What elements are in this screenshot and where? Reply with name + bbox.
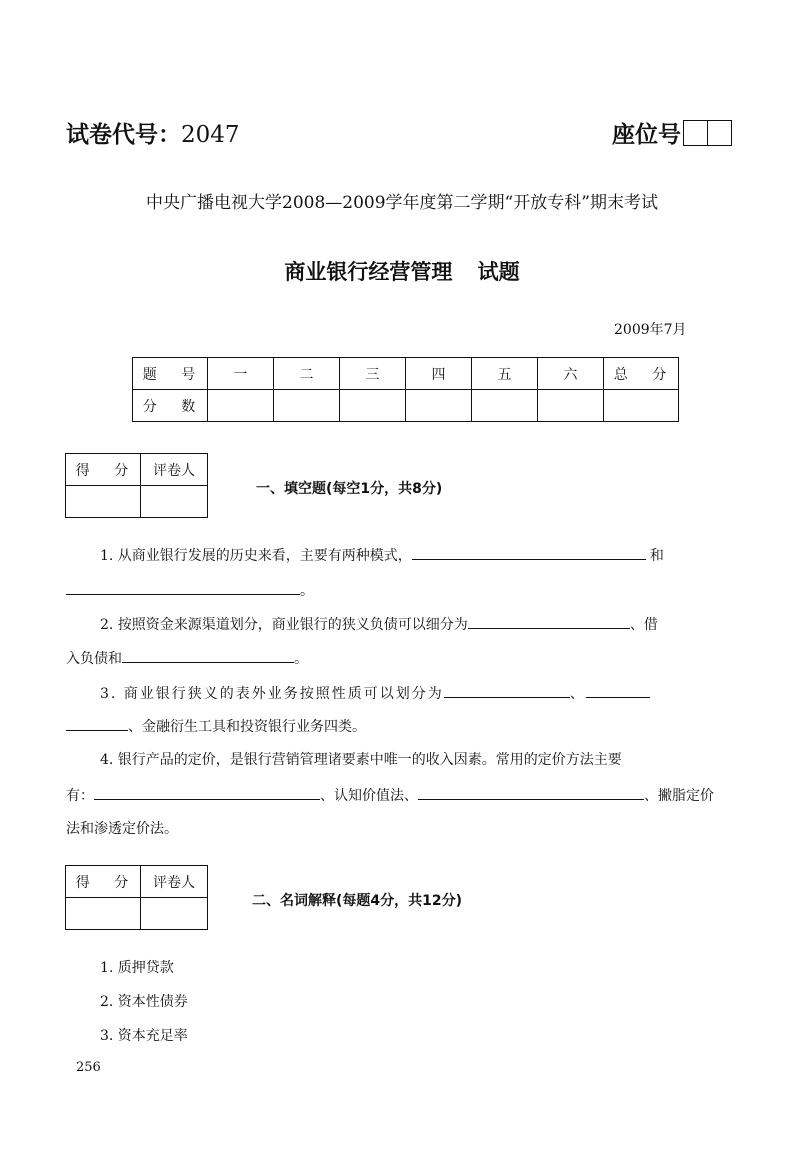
seat-number [612, 116, 732, 149]
question-text: 、 [569, 686, 586, 702]
question-4-line3 [66, 819, 178, 839]
grader-score-label: 得 分 [66, 866, 141, 898]
score-table-col: 四 [406, 358, 472, 390]
question-text: 2. 按照资金来源渠道划分，商业银行的狭义负债可以细分为 [100, 617, 468, 633]
question-text: 。 [294, 651, 308, 667]
score-table-col: 六 [538, 358, 604, 390]
question-text: 、撇脂定价 [644, 788, 714, 804]
term-item: 3. 资本充足率 [100, 1028, 188, 1044]
answer-blank[interactable] [94, 785, 320, 800]
score-table-col: 二 [274, 358, 340, 390]
grader-score-label: 得 分 [66, 454, 141, 486]
grader-reviewer-cell[interactable] [141, 898, 208, 930]
score-table [132, 357, 679, 422]
exam-title: 商业银行经营管理 试题 [284, 260, 520, 284]
question-3-line2 [66, 716, 366, 737]
score-table-col: 五 [472, 358, 538, 390]
exam-date: 2009年7月 [614, 322, 687, 338]
answer-blank[interactable] [66, 580, 300, 595]
page-number: 256 [76, 1060, 101, 1075]
exam-code-label: 试卷代号： [66, 122, 181, 148]
question-text: 1. 从商业银行发展的历史来看，主要有两种模式， [100, 548, 412, 564]
question-text: 、认知价值法、 [320, 788, 418, 804]
score-table-col: 一 [208, 358, 274, 390]
section2-heading: 二、名词解释(每题4分，共12分) [252, 893, 463, 909]
question-4-line1 [100, 750, 622, 770]
answer-blank[interactable] [418, 785, 644, 800]
answer-blank[interactable] [444, 683, 570, 698]
question-text: 和 [649, 548, 664, 564]
question-2-line1 [100, 614, 658, 635]
question-text: 入负债和 [66, 651, 122, 667]
score-table-col: 三 [340, 358, 406, 390]
answer-blank[interactable] [468, 614, 630, 629]
score-cell[interactable] [538, 390, 604, 422]
score-cell[interactable] [604, 390, 679, 422]
grader-box-section1 [65, 453, 208, 518]
score-cell[interactable] [472, 390, 538, 422]
grader-score-cell[interactable] [66, 486, 141, 518]
question-text: 有： [66, 788, 94, 804]
answer-blank[interactable] [586, 683, 650, 698]
grader-reviewer-label: 评卷人 [141, 866, 208, 898]
score-cell[interactable] [340, 390, 406, 422]
grader-reviewer-label: 评卷人 [141, 454, 208, 486]
term-item: 2. 资本性债券 [100, 994, 188, 1010]
question-text: 4. 银行产品的定价，是银行营销管理诸要素中唯一的收入因素。常用的定价方法主要 [100, 752, 622, 768]
question-2-line2 [66, 648, 308, 669]
exam-code [66, 116, 240, 149]
grader-box-section2 [65, 865, 208, 930]
question-4-line2 [66, 785, 714, 806]
exam-code-value: 2047 [181, 122, 240, 148]
score-cell[interactable] [274, 390, 340, 422]
score-table-row-label: 题 号 [133, 358, 208, 390]
score-table-col-total: 总 分 [604, 358, 679, 390]
question-text: 3. 商业银行狭义的表外业务按照性质可以划分为 [100, 686, 444, 702]
term-item: 1. 质押贷款 [100, 960, 174, 976]
score-table-header-row [133, 358, 679, 390]
grader-reviewer-cell[interactable] [141, 486, 208, 518]
score-table-row-label: 分 数 [133, 390, 208, 422]
score-cell[interactable] [208, 390, 274, 422]
question-3-line1 [100, 683, 650, 704]
section1-heading: 一、填空题(每空1分，共8分) [256, 481, 443, 497]
seat-number-label: 座位号 [612, 122, 681, 148]
grader-score-cell[interactable] [66, 898, 141, 930]
question-1-line2 [66, 580, 314, 601]
score-table-score-row [133, 390, 679, 422]
score-cell[interactable] [406, 390, 472, 422]
question-1-line1 [100, 545, 664, 566]
question-text: 。 [300, 583, 314, 599]
seat-number-boxes[interactable] [683, 120, 732, 146]
exam-subtitle: 中央广播电视大学2008—2009学年度第二学期“开放专科”期末考试 [146, 193, 658, 213]
answer-blank[interactable] [122, 648, 294, 663]
answer-blank[interactable] [66, 716, 128, 731]
question-text: 法和渗透定价法。 [66, 821, 178, 837]
answer-blank[interactable] [412, 545, 646, 560]
question-text: 、借 [629, 617, 658, 633]
question-text: 、金融衍生工具和投资银行业务四类。 [128, 719, 366, 735]
